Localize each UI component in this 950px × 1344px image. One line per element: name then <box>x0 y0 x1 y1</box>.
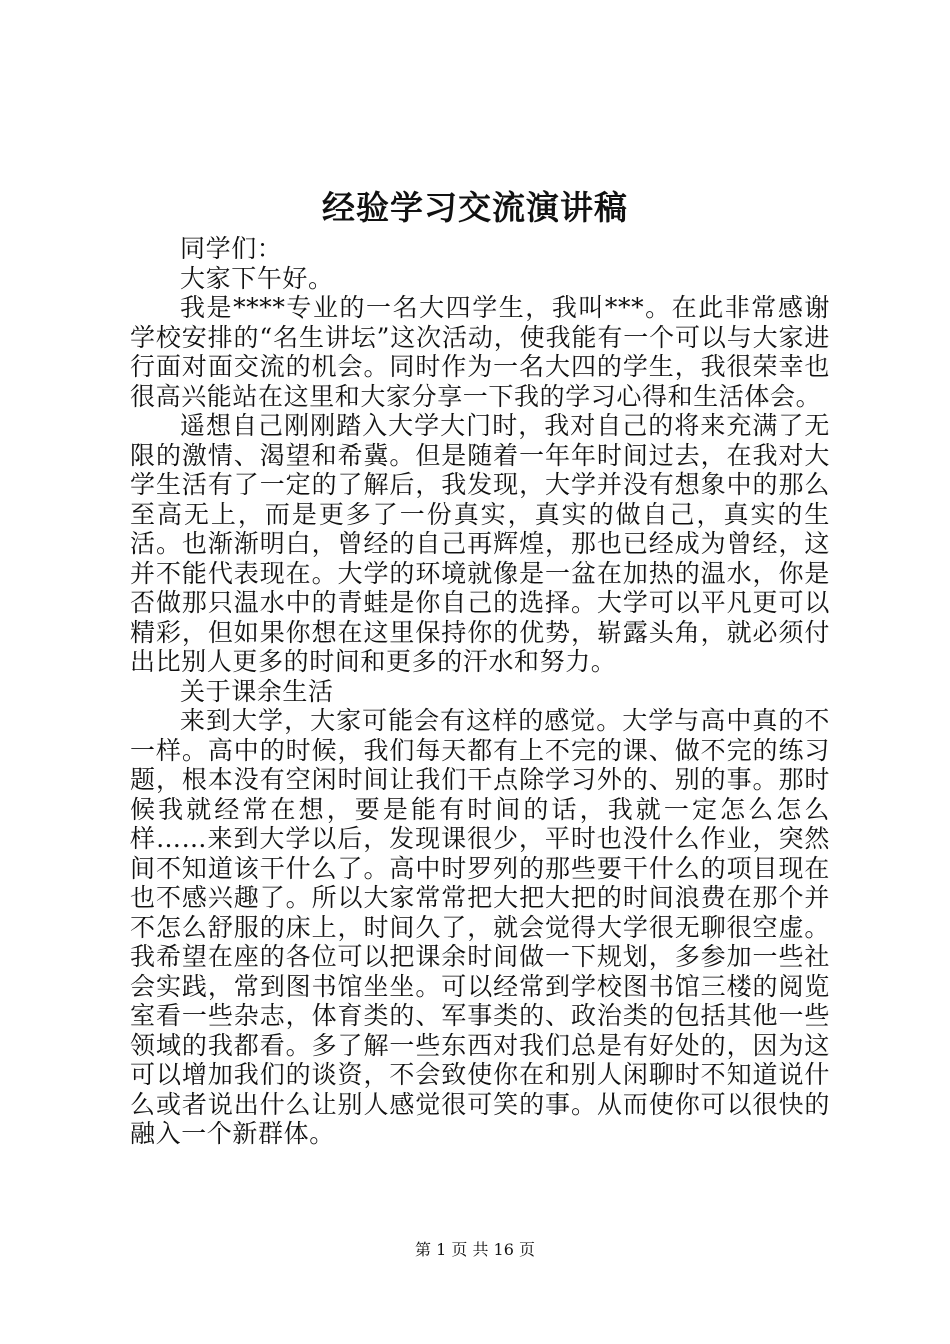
page-indicator: 第 1 页 共 16 页 <box>415 1240 535 1259</box>
greeting-paragraph: 同学们： <box>180 234 283 263</box>
reflection-paragraph: 遥想自己刚刚踏入大学大门时，我对自己的将来充满了无限的激情、渴望和希冀。但是随着一年年时间过去，在我对大学生活有了一定的了解后，我发现，大学并没有想象中的那么至高无上，而是更多了一份真实，真实的做自己，真实的生活。也渐渐明白，曾经的自己再辉煌，那也已经成为曾经，这并不能代表现在。大学的环境就像是一盆在加热的温水，你是否做那只温水中的青蛙是你自己的选择。大学可以平凡更可以精彩，但如果你想在这里保持你的优势，崭露头角，就必须付出比别人更多的时间和更多的汗水和努力。 <box>130 411 830 676</box>
document-title: 经验学习交流演讲稿 <box>322 188 628 227</box>
extracurricular-paragraph: 来到大学，大家可能会有这样的感觉。大学与高中真的不一样。高中的时候，我们每天都有上不完的课、做不完的练习题，根本没有空闲时间让我们干点除学习外的、别的事。那时候我就经常在想，要是能有时间的话，我就一定怎么怎么样……来到大学以后，发现课很少，平时也没什么作业，突然间不知道该干什么了。高中时罗列的那些要干什么的项目现在也不感兴趣了。所以大家常常把大把大把的时间浪费在那个并不怎么舒服的床上，时间久了，就会觉得大学很无聊很空虚。我希望在座的各位可以把课余时间做一下规划，多参加一些社会实践，常到图书馆坐坐。可以经常到学校图书馆三楼的阅览室看一些杂志，体育类的、军事类的、政治类的包括其他一些领域的我都看。多了解一些东西对我们总是有好处的，因为这可以增加我们的谈资，不会致使你在和别人闲聊时不知道说什么或者说出什么让别人感觉很可笑的事。从而使你可以很快的融入一个新群体。 <box>130 706 830 1148</box>
document-body <box>130 234 830 1149</box>
salutation-paragraph: 大家下午好。 <box>180 263 334 293</box>
introduction-paragraph: 我是****专业的一名大四学生，我叫***。在此非常感谢学校安排的“名生讲坛”这次活动，使我能有一个可以与大家进行面对面交流的机会。同时作为一名大四的学生，我很荣幸也很高兴能站在这里和大家分享一下我的学习心得和生活体会。 <box>130 293 830 411</box>
section-heading: 关于课余生活 <box>180 676 334 706</box>
